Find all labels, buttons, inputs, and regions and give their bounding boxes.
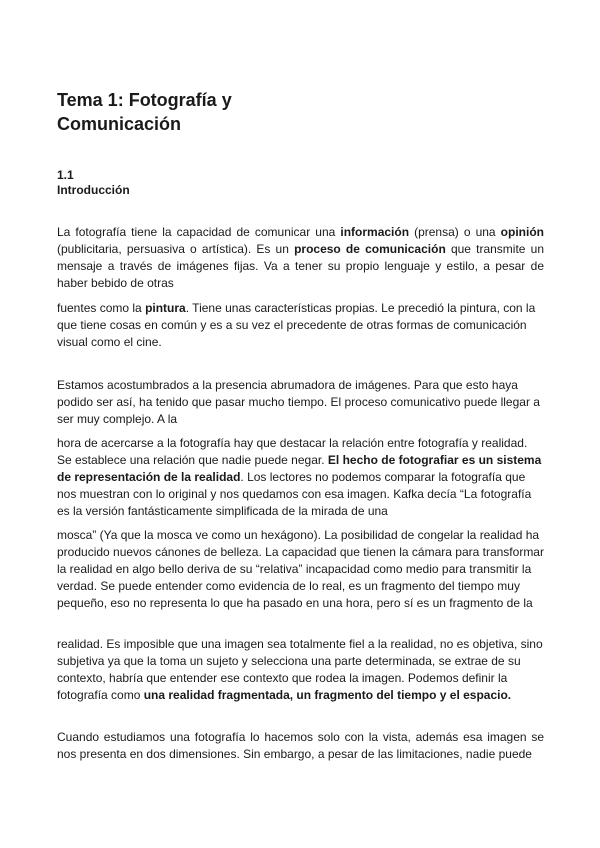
text-run: fuentes como la: [57, 301, 146, 315]
paragraph-7: [57, 729, 544, 763]
text-run: . Tiene unas características propias. Le precedió la pintura, con la que tiene cosas en común y es a su vez el precedente de otras formas de comunicación visual como el cine.: [57, 301, 536, 349]
emphasized-text: opinión: [500, 225, 544, 239]
emphasized-text: una realidad fragmentada, un fragmento del tiempo y el espacio.: [143, 688, 512, 702]
paragraph-4: [57, 435, 544, 520]
text-run: (publicitaria, persuasiva o artística). Es un: [57, 242, 295, 256]
text-run: La fotografía tiene la capacidad de comunicar una: [57, 225, 341, 239]
text-run: Estamos acostumbrados a la presencia abrumadora de imágenes. Para que esto haya podido ser así, ha tenido que pasar mucho tiempo. El proceso comunicativo puede llegar a ser muy complejo. A la: [57, 378, 540, 426]
text-run: realidad. Es imposible que una imagen sea totalmente fiel a la realidad, no es objetiva, sino subjetiva ya que la toma un sujeto y selecciona una parte determinada, se extrae de su contexto, habría que entender ese contexto que rodea la imagen. Podemos definir la fotografía como: [57, 637, 543, 702]
emphasized-text: El hecho de fotografiar es un sistema de representación de la realidad: [57, 453, 542, 484]
emphasized-text: pintura: [145, 301, 186, 315]
section-title: Introducción: [57, 183, 130, 197]
paragraph-2: [57, 300, 544, 351]
text-run: hora de acercarse a la fotografía hay que destacar la relación entre fotografía y realidad. Se establece una relación que nadie puede negar.: [57, 436, 528, 467]
section-number: 1.1: [57, 168, 74, 182]
text-run: mosca” (Ya que la mosca ve como un hexágono). La posibilidad de congelar la realidad ha producido nuevos cánones de belleza. La capacidad que tienen la cámara para transformar la realidad en algo bello deriva de su “relativa” incapacidad como medio para transmitir la verdad. Se puede entender como evidencia de lo real, es un fragmento del tiempo muy pequeño, eso no representa lo que ha pasado en una hora, pero sí es un fragmento de la: [57, 528, 544, 610]
emphasized-text: proceso de comunicación: [294, 242, 446, 256]
text-run: Cuando estudiamos una fotografía lo hacemos solo con la vista, además esa imagen se nos presenta en dos dimensiones. Sin embargo, a pesar de las limitaciones, nadie puede: [57, 730, 544, 761]
text-run: que transmite un mensaje a través de imágenes fijas. Va a tener su propio lenguaje y estilo, a pesar de haber bebido de otras: [57, 242, 544, 290]
paragraph-5: [57, 527, 544, 612]
document-title: Tema 1: Fotografía y Comunicación: [57, 90, 232, 134]
text-run: (prensa) o una: [409, 225, 501, 239]
paragraph-6: [57, 636, 544, 704]
text-run: . Los lectores no podemos comparar la fotografía que nos muestran con lo original y nos quedamos con esa imagen. Kafka decía “La fotografía es la versión fantásticamente simplificada de la mirada de una: [57, 470, 532, 518]
paragraph-1: [57, 224, 544, 292]
paragraph-3: [57, 377, 544, 428]
emphasized-text: información: [340, 225, 410, 239]
